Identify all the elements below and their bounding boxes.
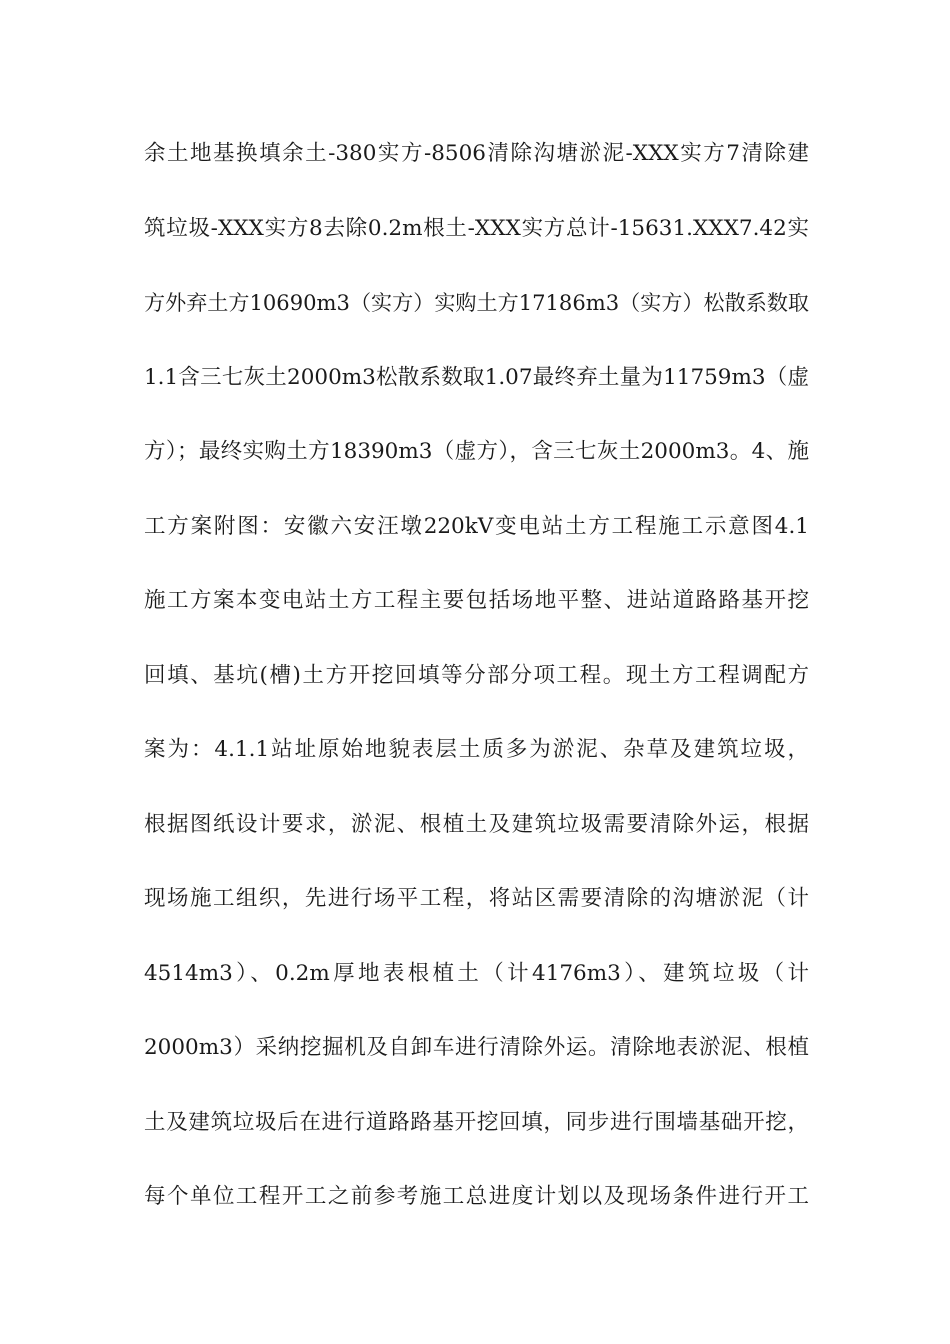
text-line: 施工方案本变电站土方工程主要包括场地平整、进站道路路基开挖	[144, 588, 809, 613]
text-line: 方外弃土方10690m3（实方）实购土方17186m3（实方）松散系数取	[144, 290, 809, 315]
text-line: 余土地基换填余土-380实方-8506清除沟塘淤泥-XXX实方7清除建	[144, 141, 809, 166]
text-line: 回填、基坑(槽)土方开挖回填等分部分项工程。现土方工程调配方	[144, 662, 809, 688]
text-line: 土及建筑垃圾后在进行道路路基开挖回填，同步进行围墙基础开挖，	[144, 1109, 809, 1135]
text-line: 筑垃圾-XXX实方8去除0.2m根土-XXX实方总计-15631.XXX7.42实	[144, 215, 809, 241]
text-line: 案为：4.1.1站址原始地貌表层土质多为淤泥、杂草及建筑垃圾，	[144, 737, 809, 762]
text-line: 4514m3）、0.2m厚地表根植土（计4176m3）、建筑垃圾（计	[144, 960, 809, 986]
text-line: 2000m3）采纳挖掘机及自卸车进行清除外运。清除地表淤泥、根植	[144, 1035, 809, 1060]
text-line: 现场施工组织，先进行场平工程，将站区需要清除的沟塘淤泥（计	[144, 886, 809, 911]
text-line: 每个单位工程开工之前参考施工总进度计划以及现场条件进行开工	[144, 1184, 809, 1209]
body-text	[144, 134, 809, 1252]
text-line: 1.1含三七灰土2000m3松散系数取1.07最终弃土量为11759m3（虚	[144, 364, 809, 390]
text-line: 工方案附图：安徽六安汪墩220kV变电站土方工程施工示意图4.1	[144, 513, 809, 539]
text-line: 方）；最终实购土方18390m3（虚方），含三七灰土2000m3。4、施	[144, 439, 809, 464]
text-line: 根据图纸设计要求，淤泥、根植土及建筑垃圾需要清除外运，根据	[144, 811, 809, 837]
